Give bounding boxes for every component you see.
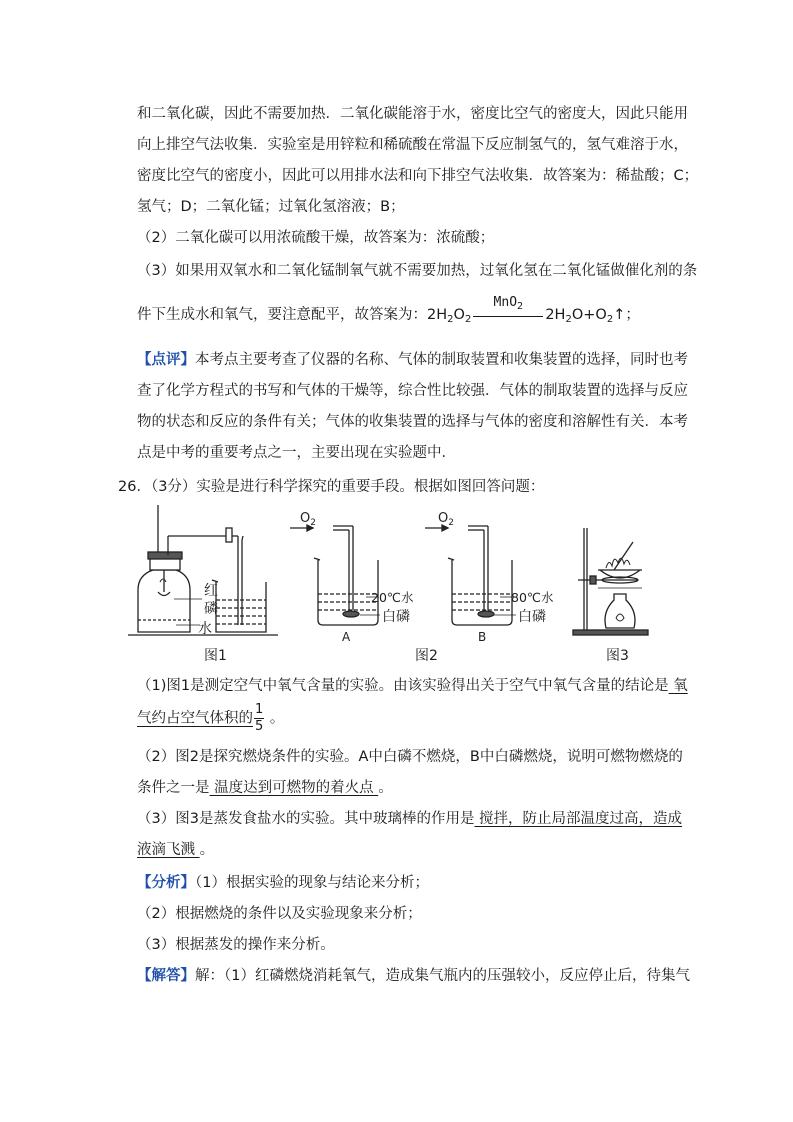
fig2-caption: 图2 bbox=[415, 648, 438, 664]
q26-part1-line2: 气约占空气体积的 $\frac{1}{5}$ 。 bbox=[137, 702, 285, 734]
q26-part1-line1: （1)图1是测定空气中氧气含量的实验。由该实验得出关于空气中氧气含量的结论是 氧 bbox=[137, 678, 688, 694]
q26-part3-line2: 液滴飞溅 。 bbox=[137, 842, 215, 858]
red-p-label2: 磷 bbox=[204, 601, 218, 617]
white-p-label-b: 白磷 bbox=[518, 609, 546, 625]
paragraph-line: 密度比空气的密度小，因此可以用排水法和向下排空气法收集．故答案为：稀盐酸；C； bbox=[137, 168, 699, 184]
comment-tag: 【点评】 bbox=[137, 352, 195, 368]
water-label: 水 bbox=[198, 621, 212, 637]
analysis-line: 【分析】（1）根据实验的现象与结论来分析； bbox=[137, 875, 429, 891]
paragraph-line: 向上排空气法收集．实验室是用锌粒和稀硫酸在常温下反应制氢气的，氢气难溶于水， bbox=[137, 137, 688, 153]
answer-blank: 搅拌，防止局部温度过高，造成 bbox=[474, 811, 683, 827]
water20-label: 20℃水 bbox=[371, 590, 414, 605]
figure1 bbox=[128, 505, 278, 635]
fraction: $\frac{1}{5}$ bbox=[255, 702, 264, 734]
white-p-label-a: 白磷 bbox=[382, 609, 410, 625]
equation: $2H_2O_2$ MnO$_2$ $2H_2O+O_2↑$； bbox=[427, 294, 640, 325]
q25-part3-line1: （3）如果用双氧水和二氧化锰制氧气就不需要加热，过氧化氢在二氧化锰做催化剂的条 bbox=[137, 263, 698, 279]
answer-blank: 氧 bbox=[668, 678, 688, 694]
experiment-figures bbox=[128, 500, 688, 668]
answer-blank: 气约占空气体积的 bbox=[137, 710, 253, 727]
analysis-tag: 【分析】 bbox=[137, 875, 195, 891]
answer-line: 【解答】解：（1）红磷燃烧消耗氧气，造成集气瓶内的压强较小，反应停止后，待集气 bbox=[137, 968, 690, 984]
comment-line: 查了化学方程式的书写和气体的干燥等，综合性比较强．气体的制取装置的选择与反应 bbox=[137, 383, 688, 399]
analysis-line: （2）根据燃烧的条件以及实验现象来分析； bbox=[137, 906, 422, 922]
label-b: B bbox=[478, 630, 487, 644]
o2-label-a: $O_2$ bbox=[300, 511, 316, 528]
comment-line: 点是中考的重要考点之一，主要出现在实验题中． bbox=[137, 445, 456, 461]
q25-part3-line2 bbox=[137, 294, 640, 330]
comment-line: 【点评】本考点主要考查了仪器的名称、气体的制取装置和收集装置的选择，同时也考 bbox=[137, 352, 688, 368]
figure2-a bbox=[290, 525, 380, 625]
q26-part2-line1: （2）图2是探究燃烧条件的实验。A中白磷不燃烧，B中白磷燃烧，说明可燃物燃烧的 bbox=[137, 749, 683, 765]
q25-part2: （2）二氧化碳可以用浓硫酸干燥，故答案为：浓硫酸； bbox=[137, 230, 495, 246]
figure3 bbox=[573, 528, 648, 635]
analysis-line: （3）根据蒸发的操作来分析。 bbox=[137, 937, 335, 953]
q26-part2-line2: 条件之一是 温度达到可燃物的着火点 。 bbox=[137, 780, 393, 796]
o2-label-b: $O_2$ bbox=[438, 511, 454, 528]
label-a: A bbox=[342, 630, 351, 644]
red-p-label1: 红 bbox=[204, 583, 218, 599]
water80-label: 80℃水 bbox=[511, 590, 554, 605]
q26-part3-line1: （3）图3是蒸发食盐水的实验。其中玻璃棒的作用是 搅拌，防止局部温度过高，造成 bbox=[137, 811, 683, 827]
fig3-caption: 图3 bbox=[606, 648, 629, 664]
figure2-b bbox=[425, 525, 516, 625]
answer-tag: 【解答】 bbox=[137, 968, 195, 984]
fig1-caption: 图1 bbox=[204, 648, 227, 664]
answer-blank: 液滴飞溅 bbox=[137, 842, 200, 858]
paragraph-line: 和二氧化碳，因此不需要加热．二氧化碳能溶于水，密度比空气的密度大，因此只能用 bbox=[137, 106, 688, 122]
comment-line: 物的状态和反应的条件有关；气体的收集装置的选择与气体的密度和溶解性有关．本考 bbox=[137, 414, 688, 430]
q26-stem: 26．（3分）实验是进行科学探究的重要手段。根据如图回答问题： bbox=[118, 479, 545, 495]
answer-blank: 温度达到可燃物的着火点 bbox=[209, 780, 379, 796]
catalyst-label: MnO$_2$ bbox=[493, 294, 524, 312]
reaction-arrow bbox=[473, 294, 543, 317]
paragraph-line: 氢气；D；二氧化锰；过氧化氢溶液；B； bbox=[137, 199, 405, 215]
part3-text: 件下生成水和氧气，要注意配平，故答案为： bbox=[137, 307, 427, 323]
